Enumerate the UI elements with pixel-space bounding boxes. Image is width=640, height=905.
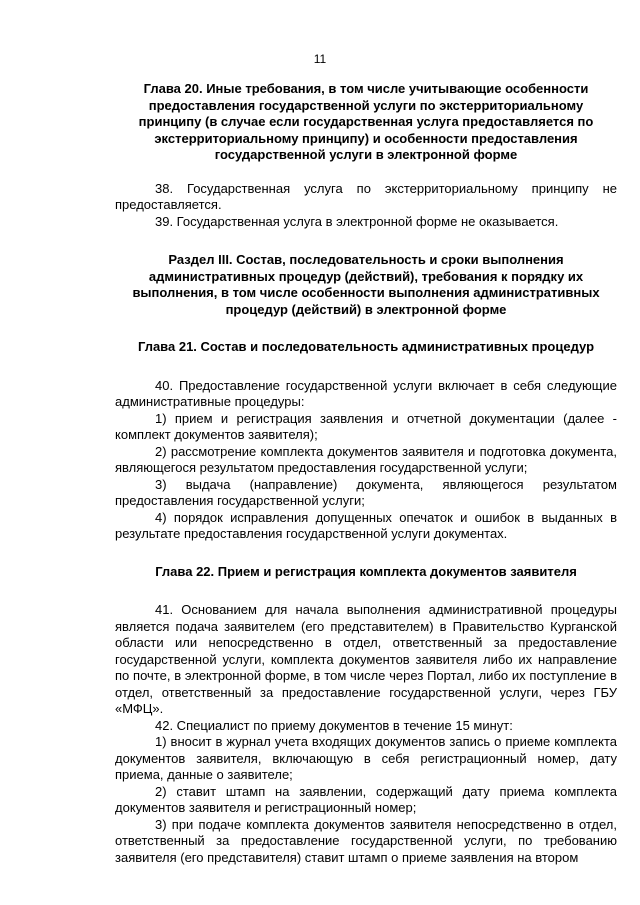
paragraph-40: 40. Предоставление государственной услуги включает в себя следующие административные процедуры: <box>115 377 617 409</box>
list-item: 2) ставит штамп на заявлении, содержащий дату приема комплекта документов заявителя и регистрационный номер; <box>115 783 617 815</box>
heading-line: принципу (в случае если государственная услуга предоставляется по <box>138 114 594 129</box>
chapter-22-heading: Глава 22. Прием и регистрация комплекта документов заявителя <box>155 563 577 579</box>
heading-line: административных процедур (действий), требования к порядку их <box>148 268 584 284</box>
list-item: 1) прием и регистрация заявления и отчетной документации (далее - комплект документов заявителя); <box>115 410 617 442</box>
chapter-20-heading <box>115 81 617 164</box>
paragraph-41: 41. Основанием для начала выполнения административной процедуры является подача заявителем (его представителем) в Правительство Курганской области или непосредственно в отдел, ответственный за предоставление государственной услуги, комплекта документов заявителя либо их направление по почте, в электронной форме, в том числе через Портал, либо их поступление в отдел, ответственный за предоставление государственной услуги, через ГБУ «МФЦ». <box>115 602 617 716</box>
page-number: 11 <box>313 52 327 66</box>
heading-line: выполнения, в том числе особенности выполнения административных <box>132 285 600 300</box>
heading-line: предоставления государственной услуги по экстерриториальному <box>148 97 584 113</box>
chapter-21-heading: Глава 21. Состав и последовательность административных процедур <box>137 339 595 354</box>
list-item: 3) выдача (направление) документа, являющегося результатом предоставления государственной услуги; <box>115 476 617 508</box>
list-item: 1) вносит в журнал учета входящих документов запись о приеме комплекта документов заявителя, включающую в себя регистрационный номер, дату приема, данные о заявителе; <box>115 734 617 782</box>
document-body <box>115 81 617 866</box>
list-item: 4) порядок исправления допущенных опечаток и ошибок в выданных в результате предоставления государственной услуги документах. <box>115 509 617 541</box>
paragraph-39: 39. Государственная услуга в электронной форме не оказывается. <box>155 213 559 229</box>
heading-line: процедур (действий) в электронной форме <box>225 301 507 317</box>
heading-line: Раздел III. Состав, последовательность и сроки выполнения <box>168 252 564 267</box>
heading-line: Глава 20. Иные требования, в том числе учитывающие особенности <box>143 81 589 96</box>
paragraph-42: 42. Специалист по приему документов в течение 15 минут: <box>155 717 513 733</box>
heading-line: государственной услуги в электронной форме <box>214 147 518 162</box>
list-item: 2) рассмотрение комплекта документов заявителя и подготовка документа, являющегося результатом предоставления государственной услуги; <box>115 443 617 475</box>
section-3-heading <box>115 252 617 318</box>
heading-line: экстерриториальному принципу) и особенности предоставления <box>154 130 578 146</box>
paragraph-38: 38. Государственная услуга по экстерриториальному принципу не предоставляется. <box>115 180 617 212</box>
list-item: 3) при подаче комплекта документов заявителя непосредственно в отдел, ответственный за предоставление государственной услуги, по требованию заявителя (его представителя) ставит штамп о приеме заявления на втором <box>115 816 617 865</box>
